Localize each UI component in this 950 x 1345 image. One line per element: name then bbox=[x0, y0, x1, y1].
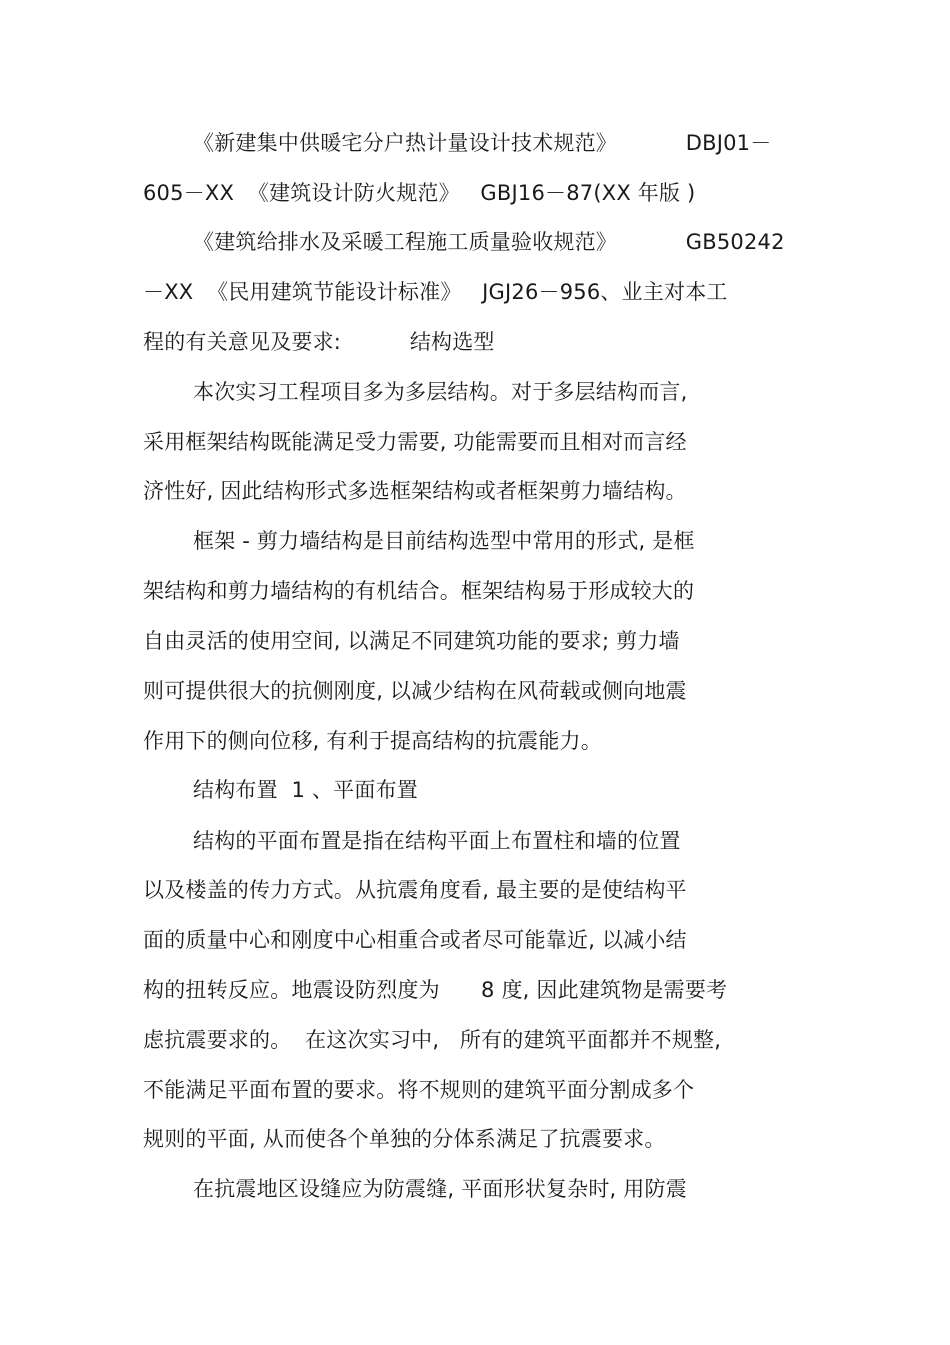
text-line: 采用框架结构既能满足受力需要, 功能需要而且相对而言经 bbox=[143, 430, 687, 454]
text-line: 《建筑给排水及采暖工程施工质量验收规范》 GB50242 bbox=[193, 230, 785, 254]
text-line: 规则的平面, 从而使各个单独的分体系满足了抗震要求。 bbox=[143, 1127, 666, 1151]
text-line: 在抗震地区设缝应为防震缝, 平面形状复杂时, 用防震 bbox=[193, 1177, 687, 1201]
text-line: －XX 《民用建筑节能设计标准》 JGJ26－956、业主对本工 bbox=[143, 280, 728, 304]
text-line: 结构的平面布置是指在结构平面上布置柱和墙的位置 bbox=[193, 829, 681, 853]
text-line: 虑抗震要求的。 在这次实习中, 所有的建筑平面都并不规整, bbox=[143, 1028, 722, 1052]
text-line: 结构布置 1 、平面布置 bbox=[193, 778, 418, 802]
text-line: 不能满足平面布置的要求。将不规则的建筑平面分割成多个 bbox=[143, 1078, 695, 1102]
text-line: 本次实习工程项目多为多层结构。对于多层结构而言, bbox=[193, 380, 688, 404]
text-line: 程的有关意见及要求: 结构选型 bbox=[143, 330, 495, 354]
text-line: 构的扭转反应。地震设防烈度为 8 度, 因此建筑物是需要考 bbox=[143, 978, 728, 1002]
text-line: 框架 - 剪力墙结构是目前结构选型中常用的形式, 是框 bbox=[193, 529, 695, 553]
text-line: 以及楼盖的传力方式。从抗震角度看, 最主要的是使结构平 bbox=[143, 878, 687, 902]
text-line: 则可提供很大的抗侧刚度, 以减少结构在风荷载或侧向地震 bbox=[143, 679, 687, 703]
text-line: 作用下的侧向位移, 有利于提高结构的抗震能力。 bbox=[143, 729, 602, 753]
text-line: 架结构和剪力墙结构的有机结合。框架结构易于形成较大的 bbox=[143, 579, 695, 603]
text-line: 605－XX 《建筑设计防火规范》 GBJ16－87(XX 年版 ) bbox=[143, 181, 696, 205]
text-line: 面的质量中心和刚度中心相重合或者尽可能靠近, 以减小结 bbox=[143, 928, 687, 952]
text-line: 济性好, 因此结构形式多选框架结构或者框架剪力墙结构。 bbox=[143, 479, 687, 503]
text-line: 自由灵活的使用空间, 以满足不同建筑功能的要求; 剪力墙 bbox=[143, 629, 680, 653]
text-line: 《新建集中供暖宅分户热计量设计技术规范》 DBJ01－ bbox=[193, 131, 772, 155]
